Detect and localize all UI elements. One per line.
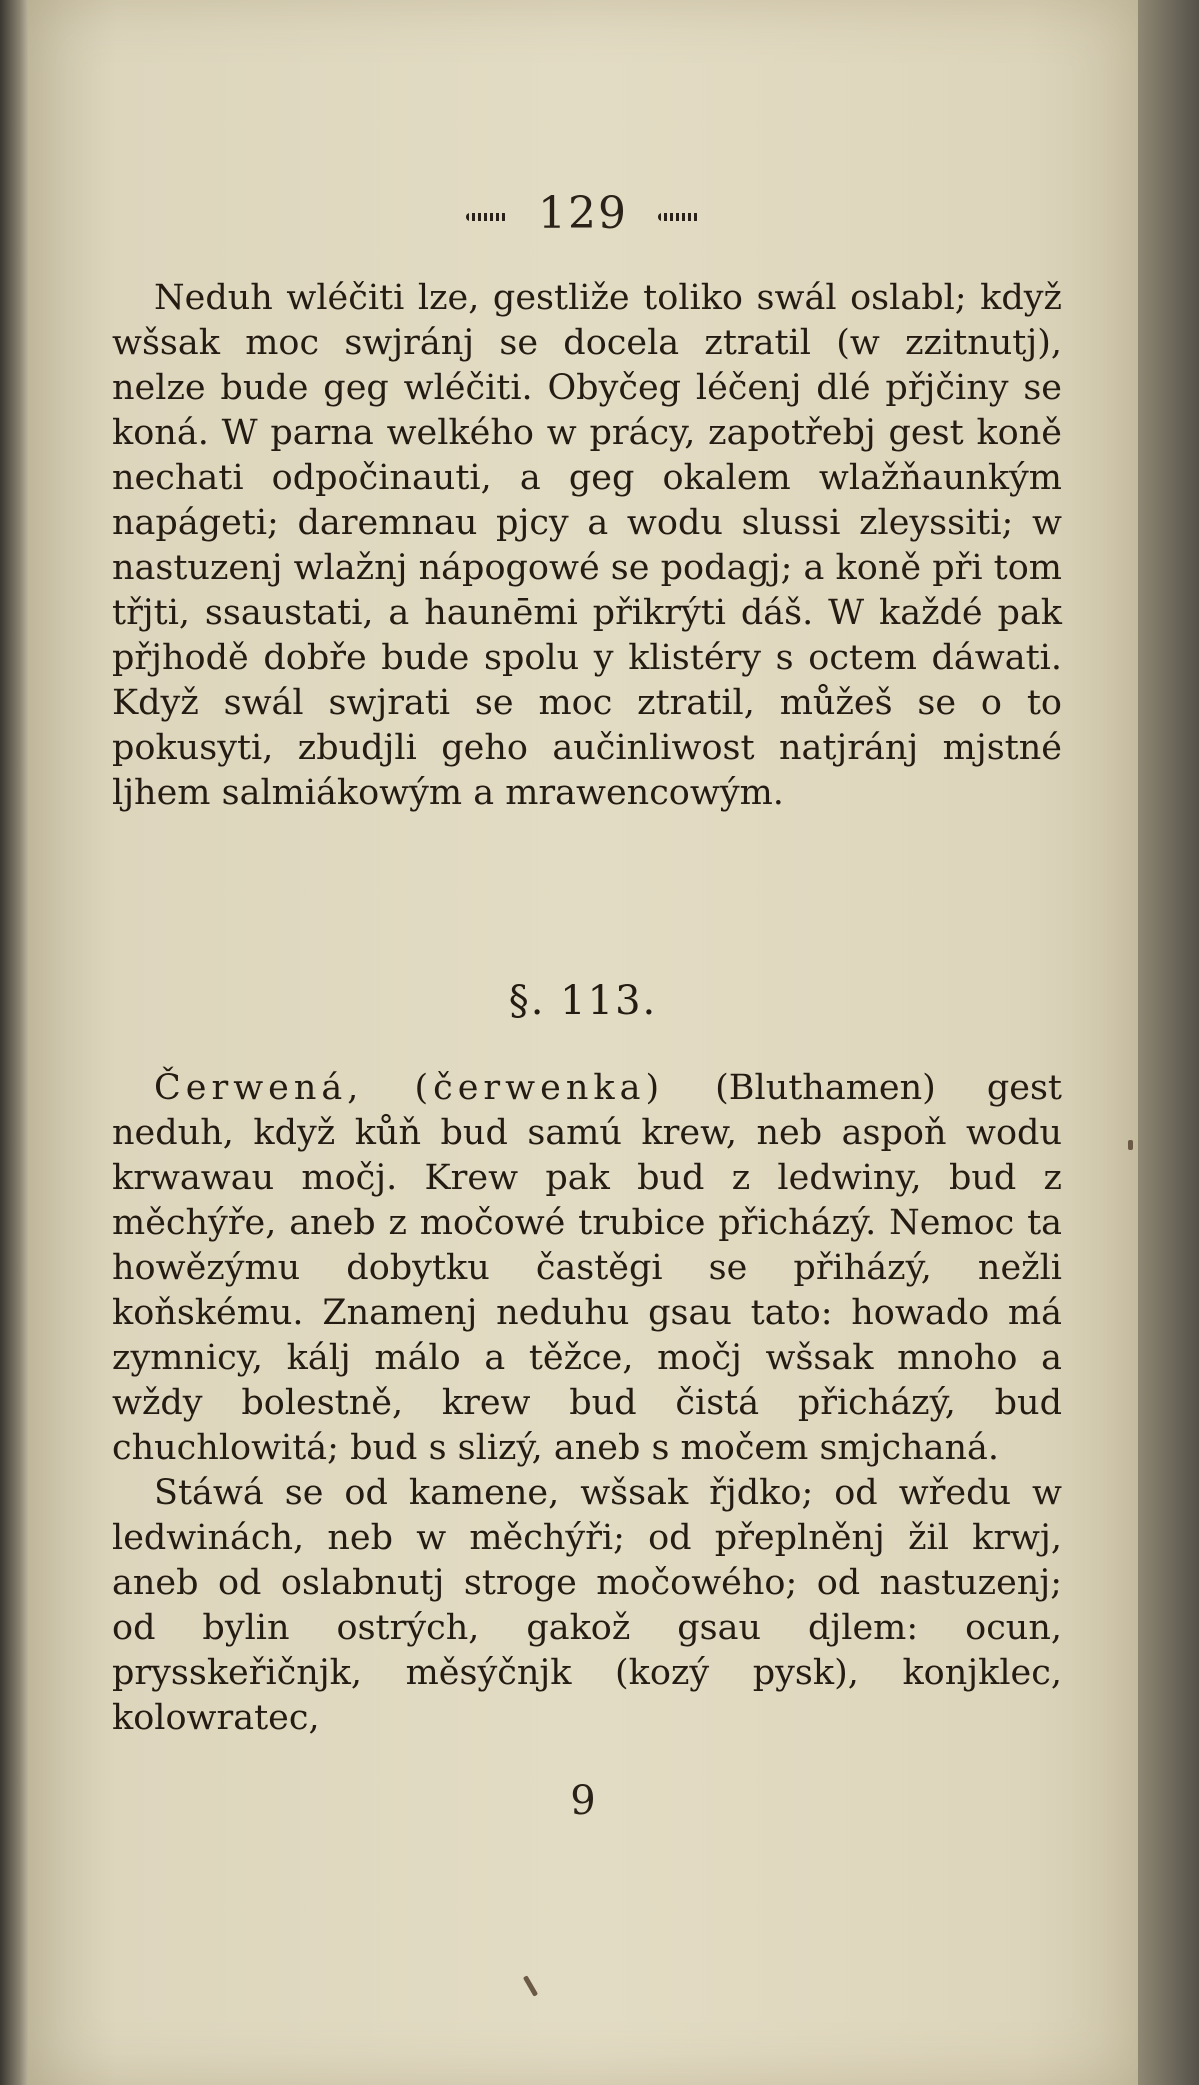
page-speck — [1128, 1140, 1133, 1150]
book-page — [28, 0, 1138, 2085]
page-edge-shadow — [1138, 0, 1199, 2085]
signature-mark: 9 — [570, 1778, 596, 1824]
section-heading: §. 113. — [508, 978, 658, 1024]
paragraph-causes: Stáwá se od kamene, wšsak řjdko; od wředu w ledwinách, neb w měchýři; od přeplněnj žil krwj, aneb od oslabnutj stroge močowého; od nastuzenj; od bylin ostrých, gakož gsau djlem: ocun, prysskeřičnjk, měsýčnjk (kozý pysk), konjklec, kolowratec, — [112, 1473, 1062, 1738]
paragraph-text: Neduh wléčiti lze, gestliže toliko swál oslabl; když wšsak moc swjránj se docela ztratil (w zzitnutj), nelze bude geg wléčiti. Obyčeg léčenj dlé přjčiny se koná. W parna welkého w prácy, zapotřebj gest koně nechati odpočinauti, a geg okalem wlažňaunkým napágeti; daremnau pjcy a wodu slussi zleyssiti; w nastuzenj wlažnj nápogowé se podagj; a koně při tom třjti, ssaustati, a haunēmi přikrýti dáš. W každé pak přjhodě dobře bude spolu y klistéry s octem dáwati. Když swál swjrati se moc ztratil, můžeš se o to pokusyti, zbudjli geho aučinliwost natjránj mjstné ljhem salmiákowým a mrawencowým. — [112, 278, 1062, 813]
paragraph-definition — [112, 1066, 1062, 1471]
term-czech-alt: (čerwenka) — [414, 1068, 665, 1108]
header-ornament-right — [658, 213, 700, 221]
header-ornament-left — [466, 213, 508, 221]
section-body — [112, 1066, 1062, 1741]
term-czech: Čerwená, — [154, 1068, 364, 1108]
page-header — [28, 188, 1138, 239]
page-speck — [523, 1975, 538, 1997]
paragraph-text: gest neduh, když kůň bud samú krew, neb aspoň wodu krwawau močj. Krew pak bud z ledwiny, bud z měchýře, aneb z močowé trubice přicházý. Nemoc ta howězýmu dobytku častěgi se přiházý, nežli koňskému. Znamenj neduhu gsau tato: howado má zymnicy, kálj málo a těžce, močj wšsak mnoho a wždy bolestně, krew bud čistá přicházý, bud chuchlowitá; bud s slizý, aneb s močem smjchaná. — [112, 1068, 1062, 1468]
page-number: 129 — [538, 188, 628, 239]
term-german: (Bluthamen) — [715, 1068, 936, 1108]
paragraph-treatment — [112, 276, 1062, 816]
book-spine — [0, 0, 28, 2085]
